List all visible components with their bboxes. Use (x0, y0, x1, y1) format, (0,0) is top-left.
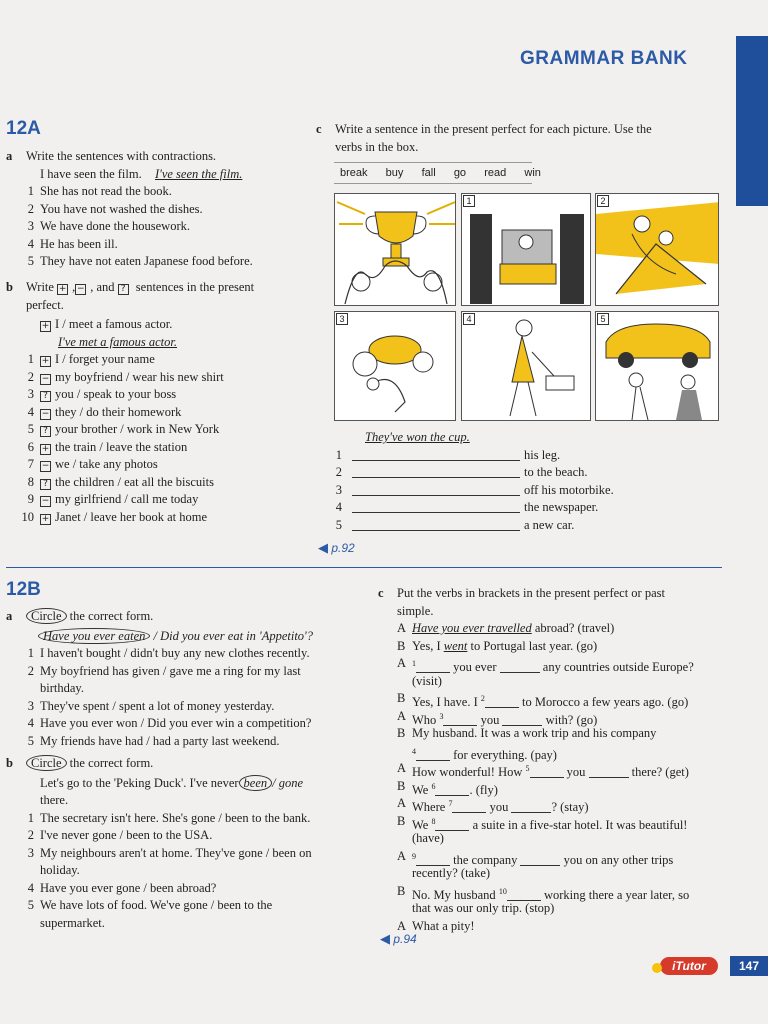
item-number: 4 (27, 236, 34, 251)
item-number: 2 (335, 465, 342, 479)
item-number: 2 (27, 369, 34, 384)
instruction: the correct form. (69, 756, 154, 770)
list-item (6, 897, 306, 915)
exercise-12b-c (378, 585, 728, 935)
example-answer: They've won the cup. (365, 430, 470, 444)
dialogue-text: that was our only trip. (stop) (412, 901, 555, 915)
dialogue-text: We (412, 817, 432, 832)
example-pre: Let's go to the 'Peking Duck'. I've never (40, 775, 239, 790)
list-item (6, 880, 306, 898)
speaker-label: A (397, 848, 407, 863)
item-number: 4 (27, 404, 34, 419)
question-box-icon: ? (40, 391, 51, 402)
dialogue-text: to Morocco a few years ago. (go) (518, 695, 689, 710)
item-number: 1 (335, 447, 342, 462)
instruction-pre: Write (26, 280, 54, 294)
plus-box-icon: + (41, 443, 50, 454)
dialogue-text: there? (get) (628, 765, 689, 780)
dialogue-text: What a pity! (412, 918, 475, 933)
item-text: off his motorbike. (524, 482, 614, 497)
dialogue-text: Where (412, 800, 449, 815)
dialogue-text: a suite in a five-star hotel. It was beautiful! (469, 817, 688, 832)
gap-number: 7 (448, 799, 453, 808)
item-number: 7 (27, 457, 34, 471)
dialogue-line (378, 883, 728, 901)
answer-blank[interactable] (589, 766, 629, 778)
answer-line (316, 447, 716, 465)
instruction-line-1: Put the verbs in brackets in the present perfect or past (397, 586, 665, 600)
plus-box-icon: + (58, 284, 67, 294)
list-item (6, 253, 296, 271)
answer-line (316, 517, 716, 535)
exercise-12b-a (6, 608, 313, 750)
dialogue-text: you (477, 712, 503, 727)
list-item (6, 715, 312, 733)
dialogue-line (378, 690, 728, 708)
item-number: 1 (27, 352, 34, 366)
dialogue-text: ? (stay) (551, 800, 589, 815)
item-text: my boyfriend / wear his new shirt (55, 369, 224, 384)
gap-number: 8 (431, 816, 436, 826)
exercise-12a-b (6, 279, 296, 526)
circle-word: Circle (26, 608, 67, 624)
back-arrow-icon: ◀ (318, 540, 328, 555)
exercise-letter: b (6, 280, 13, 294)
speaker-label: B (397, 778, 406, 793)
list-item (6, 439, 296, 457)
item-number: 4 (27, 880, 34, 895)
picture-2 (595, 193, 719, 306)
dialogue-text: working there a year later, so (540, 887, 690, 902)
dialogue-line (378, 918, 728, 936)
item-text: You have not washed the dishes. (40, 201, 203, 216)
dialogue-text: . (fly) (469, 782, 498, 797)
item-text: My neighbours aren't at home. They've gone / been on (40, 845, 312, 860)
dialogue-text: you ever (450, 660, 500, 675)
item-number: 2 (27, 663, 34, 678)
question-box-icon: ? (40, 479, 51, 490)
exercise-12a-c-answers (316, 429, 716, 534)
section-heading-12a: 12A (6, 118, 41, 139)
dialogue-text: you on any other trips (560, 852, 674, 867)
item-text: holiday. (40, 863, 80, 877)
speaker-label: A (397, 621, 407, 635)
exercise-letter: a (6, 609, 13, 623)
dialogue-text: No. My husband (412, 887, 499, 902)
item-number: 3 (27, 698, 34, 713)
answer-blank[interactable] (352, 501, 520, 513)
dialogue-text: Who (412, 712, 440, 727)
dialogue-line (378, 620, 728, 638)
answer-blank[interactable] (443, 714, 477, 726)
example-question: I have seen the film. (40, 166, 142, 181)
answer-blank[interactable] (352, 519, 520, 531)
item-text: They've spent / spent a lot of money yesterday. (40, 698, 275, 713)
item-text: they / do their homework (55, 404, 182, 419)
dialogue-line (378, 673, 728, 691)
item-text: My friends have had / had a party last weekend. (40, 733, 280, 748)
answer-blank[interactable] (352, 484, 520, 496)
speaker-label: A (397, 708, 407, 723)
speaker-label: B (397, 883, 406, 898)
answer-blank[interactable] (435, 784, 469, 796)
list-item (6, 351, 296, 369)
dialogue-text: to Portugal last year. (go) (467, 638, 598, 653)
answer-line (316, 464, 716, 482)
item-number: 6 (27, 439, 34, 454)
dialogue-text: Yes, I have. I (412, 695, 481, 710)
circle-word: Circle (26, 755, 67, 771)
dialogue-text: My husband. It was a work trip and his company (412, 726, 657, 740)
plus-box-icon: + (41, 356, 50, 366)
dialogue-text: with? (go) (542, 712, 598, 727)
answer-blank[interactable] (530, 766, 564, 778)
section-divider (6, 567, 722, 568)
instruction-sep-2: , and (90, 280, 115, 294)
exercise-12a-a (6, 148, 296, 271)
gap-number: 1 (412, 659, 416, 668)
list-item (6, 474, 296, 492)
item-text: My boyfriend has given / gave me a ring for my last (40, 663, 301, 678)
dialogue-line (378, 708, 728, 726)
answer-blank[interactable] (520, 854, 560, 866)
item-number: 5 (335, 517, 342, 532)
speaker-label: B (397, 638, 406, 653)
list-item (6, 862, 306, 880)
exercise-letter: b (6, 756, 13, 770)
speaker-label: A (397, 796, 407, 810)
example-post: / gone (272, 775, 304, 790)
answer-blank[interactable] (502, 714, 542, 726)
gap-number: 2 (480, 694, 485, 703)
answer-blank[interactable] (452, 801, 486, 813)
item-number: 8 (27, 474, 34, 489)
page-title: GRAMMAR BANK (520, 48, 688, 69)
exercise-12a-c (316, 121, 716, 156)
section-heading-12b: 12B (6, 579, 41, 600)
item-number: 3 (27, 387, 34, 401)
answer-line (316, 499, 716, 517)
page-reference-link[interactable] (318, 540, 355, 556)
picture-number: 2 (597, 195, 609, 207)
dialogue-text: (have) (412, 831, 444, 845)
list-item (6, 236, 296, 254)
list-item (6, 386, 296, 404)
item-text: we / take any photos (55, 457, 158, 471)
item-text: He has been ill. (40, 236, 118, 251)
item-text: She has not read the book. (40, 184, 172, 198)
gap-number: 3 (439, 711, 444, 721)
gap-number: 5 (525, 764, 530, 773)
answer-blank[interactable] (485, 696, 519, 708)
gap-number: 10 (498, 886, 507, 896)
answer-line (316, 482, 716, 500)
minus-box-icon: − (41, 408, 50, 419)
instruction-sep-1: , (72, 280, 76, 294)
dialogue-text: recently? (take) (412, 866, 491, 880)
list-item (6, 404, 296, 422)
dialogue-line (378, 743, 728, 761)
answer-blank[interactable] (352, 449, 520, 461)
list-item (6, 201, 296, 219)
item-number: 5 (27, 898, 34, 912)
dialogue-line (378, 795, 728, 813)
item-text: Have you ever won / Did you ever win a competition? (40, 716, 312, 730)
item-text: They have not eaten Japanese food before. (40, 254, 253, 268)
answer-blank[interactable] (352, 466, 520, 478)
page-number: 147 (730, 956, 768, 976)
item-text: supermarket. (40, 915, 105, 930)
item-number: 1 (27, 810, 34, 825)
item-text: Have you ever gone / been abroad? (40, 880, 217, 895)
list-item (6, 491, 296, 509)
answer-blank[interactable] (507, 889, 541, 901)
list-item (6, 663, 306, 681)
dialogue-text: for everything. (pay) (450, 747, 557, 762)
instruction-post: sentences in the present (135, 280, 255, 294)
list-item (6, 915, 306, 933)
item-number: 9 (27, 492, 34, 506)
dialogue-line (378, 830, 728, 848)
item-number: 5 (27, 733, 34, 748)
item-text: The secretary isn't here. She's gone / been to the bank. (40, 810, 311, 825)
item-text: We have done the housework. (40, 219, 190, 233)
item-number: 2 (27, 828, 34, 842)
dialogue-text: went (443, 638, 468, 653)
plus-box-icon: + (41, 321, 50, 331)
minus-box-icon: − (41, 496, 50, 506)
example-answer: I've seen the film. (155, 166, 243, 181)
item-number: 5 (27, 422, 34, 436)
picture-3 (334, 311, 456, 421)
minus-box-icon: − (41, 461, 50, 471)
picture-1 (461, 193, 591, 306)
list-item (6, 680, 306, 698)
list-item (6, 183, 296, 201)
instruction-line-1: Write a sentence in the present perfect for each picture. Use the (335, 122, 652, 136)
item-number: 2 (27, 201, 34, 216)
dialogue-text: We (412, 782, 432, 797)
picture-number: 5 (597, 313, 609, 325)
page-reference-text: p.94 (393, 932, 417, 946)
picture-5 (595, 311, 719, 421)
verb-box: break buy fall go read win (334, 162, 532, 184)
itutor-logo: iTutor (660, 957, 718, 975)
instruction-line-2: perfect. (26, 297, 64, 312)
instruction-line-2: verbs in the box. (335, 139, 419, 154)
speaker-label: B (397, 691, 406, 705)
item-number: 3 (27, 845, 34, 860)
dialogue-line (378, 725, 728, 743)
gap-number: 9 (412, 851, 416, 861)
instruction: Write the sentences with contractions. (26, 149, 217, 163)
speaker-label: A (397, 761, 407, 775)
gap-number: 4 (412, 746, 416, 756)
dialogue-line (378, 760, 728, 778)
exercise-letter: a (6, 149, 13, 163)
example-answer: I've met a famous actor. (58, 334, 177, 349)
list-item (6, 421, 296, 439)
dialogue-text: you (486, 800, 512, 815)
dialogue-text: abroad? (travel) (531, 621, 615, 635)
item-text: birthday. (40, 681, 84, 695)
page-reference-link[interactable] (380, 931, 417, 947)
list-item (6, 827, 306, 845)
item-number: 1 (27, 646, 34, 660)
list-item (6, 733, 306, 751)
picture-trophy (334, 193, 456, 306)
item-text: I haven't bought / didn't buy any new clothes recently. (40, 646, 310, 660)
picture-number: 3 (336, 313, 348, 325)
dialogue-text: the company (450, 852, 521, 867)
speaker-label: A (397, 656, 407, 670)
list-item (6, 698, 306, 716)
answer-blank[interactable] (416, 749, 450, 761)
dialogue-line (378, 778, 728, 796)
picture-number: 1 (463, 195, 475, 207)
item-text: your brother / work in New York (55, 422, 220, 436)
exercise-12b-b (6, 755, 312, 932)
speaker-label: B (397, 726, 406, 740)
instruction-line-2: simple. (397, 603, 434, 618)
item-number: 4 (335, 500, 342, 514)
picture-number: 4 (463, 313, 475, 325)
item-number: 5 (27, 254, 34, 268)
item-text: the newspaper. (524, 500, 599, 514)
list-item (6, 645, 310, 663)
dialogue-text: (visit) (412, 673, 442, 688)
list-item (6, 845, 312, 863)
picture-4 (461, 311, 591, 421)
example-circled: been (239, 775, 273, 791)
item-text: you / speak to your boss (55, 387, 177, 401)
dialogue-text: any countries outside Europe? (539, 660, 694, 675)
item-text: the train / leave the station (55, 439, 188, 454)
item-text: the children / eat all the biscuits (55, 474, 214, 489)
list-item (6, 369, 296, 387)
dialogue-line (378, 655, 728, 673)
instruction: the correct form. (69, 609, 154, 623)
answer-blank[interactable] (435, 819, 469, 831)
question-box-icon: ? (40, 426, 51, 437)
dialogue-line (378, 900, 728, 918)
dialogue-line (378, 638, 728, 656)
example-line-2: there. (40, 793, 69, 807)
answer-blank[interactable] (500, 661, 540, 673)
item-text: to the beach. (524, 465, 588, 479)
plus-box-icon: + (41, 513, 50, 524)
gap-number: 6 (431, 781, 436, 791)
item-text: I've never gone / been to the USA. (40, 828, 213, 842)
dialogue-text: you (563, 765, 589, 780)
item-text: his leg. (524, 447, 561, 462)
back-arrow-icon: ◀ (380, 931, 390, 946)
list-item (6, 810, 311, 828)
item-text: my girlfriend / call me today (55, 492, 199, 506)
question-box-icon: ? (118, 284, 129, 295)
item-number: 10 (21, 509, 34, 524)
item-text: I / forget your name (55, 352, 155, 366)
dialogue-line (378, 865, 728, 883)
dialogue-line (378, 813, 728, 831)
dialogue-text: Have you ever travelled (412, 621, 532, 635)
speaker-label: B (397, 813, 406, 828)
dialogue-text: How wonderful! How (412, 765, 526, 780)
minus-box-icon: − (41, 373, 50, 384)
list-item (6, 218, 296, 236)
item-number: 1 (27, 184, 34, 198)
side-tab (736, 36, 768, 206)
exercise-letter: c (316, 122, 322, 136)
answer-blank[interactable] (416, 854, 450, 866)
dialogue-text: Yes, I (412, 638, 444, 653)
item-number: 4 (27, 716, 34, 730)
item-number: 3 (335, 482, 342, 497)
list-item (6, 456, 296, 474)
example-question: I / meet a famous actor. (55, 317, 173, 331)
exercise-letter: c (378, 586, 384, 600)
speaker-label: A (397, 918, 407, 933)
item-text: Janet / leave her book at home (55, 509, 208, 524)
item-text: a new car. (524, 517, 575, 532)
minus-box-icon: − (76, 284, 85, 294)
example-rest: / Did you ever eat in 'Appetito'? (153, 628, 313, 643)
answer-blank[interactable] (511, 801, 551, 813)
list-item (6, 509, 296, 527)
item-number: 3 (27, 219, 34, 233)
example-circled: Have you ever eaten (38, 628, 150, 644)
dialogue-line (378, 848, 728, 866)
answer-blank[interactable] (416, 661, 450, 673)
page-reference-text: p.92 (331, 541, 355, 555)
item-text: We have lots of food. We've gone / been to the (40, 898, 273, 912)
